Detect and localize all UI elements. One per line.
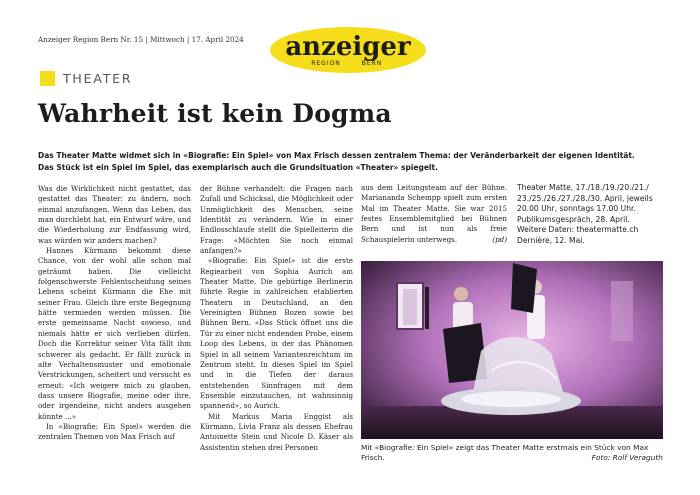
stage-photo [361,261,663,439]
publication-line: Anzeiger Region Bern Nr. 15 | Mittwoch | 17. April 2024 [38,35,244,44]
paragraph: In «Biografie: Ein Spiel» werden die zentralen Themen von Max Frisch auf [38,421,191,442]
author-signature: (pd) [492,234,507,244]
info-line: 20.00 Uhr, sonntags 17.00 Uhr. [517,204,636,214]
article-lead [38,150,668,174]
anzeiger-logo [268,25,428,75]
logo-word: anzeiger [285,32,411,62]
paragraph: der Bühne verhandelt: die Fragen nach Zufall und Schicksal, die Möglichkeit oder Unmöglichkeit des Menschen, seine Identität zu verändern. Wie in einer Endlosschlaufe stellt die Spielleiterin die Frage: «Möchten Sie noch einmal anfangen?» [200,184,353,256]
photo-caption [361,443,663,464]
article-column-1 [38,184,191,443]
paragraph: Was die Wirklichkeit nicht gestattet, das gestattet das Theater: zu ändern, noch einmal anzufangen. Wenn das Leben, das man durchlebt hat, ein Entwurf wäre, und die Wiederholung zur Endfassung wird, was würden wir anders machen? [38,184,191,245]
photo-credit: Foto: Rolf Veraguth [591,453,663,463]
lead-line-1: Das Theater Matte widmet sich in «Biografie: Ein Spiel» von Max Frisch dessen zentralem Thema: der Veränderbarkeit der eigenen Identität. [38,151,635,160]
article-column-2 [200,184,353,453]
article-title: Wahrheit ist kein Dogma [38,99,392,128]
info-line: Theater Matte, 17./18./19./20./21./ [517,183,649,192]
lead-line-2: Das Stück ist ein Spiel im Spiel, das exemplarisch auch die Grundsituation «Theater» spiegelt. [38,163,438,172]
paragraph: «Biografie: Ein Spiel» ist die erste Regiearbeit von Sophia Aurich am Theater Matte. Die gebürtige Berlinerin führte Regie in zahlreichen etablierten Theatern in Deutschland, an den Vereinigten Bühnen Bozen sowie bei Bühnen Bern. «Das Stück öffnet uns die Tür zu einer nicht endenden Probe, einem Loop des Lebens, in der das Phänomen Spiel in all seinem Variantenreichtum im Zentrum steht. In dieses Spiel im Spiel und in die Tiefen der daraus entstehenden Sinnfragen mit dem Ensemble einzutauchen, ist wahnsinnig spannend», so Aurich. [200,256,353,411]
section-marker [40,71,55,86]
info-line: Dernière, 12. Mai. [517,235,585,245]
section-label [40,69,132,87]
info-line: 23./25./26./27./28./30. April, jeweils [517,193,653,203]
section-title: THEATER [63,70,133,86]
caption-text: Mit «Biografie: Ein Spiel» zeigt das Theater Matte erstmals ein Stück von Max Frisch. [361,443,649,463]
paragraph: Mit Markus Maria Enggist als Kürmann, Livia Franz als dessen Ehefrau Antoinette Stein und Nicole D. Käser als Assistentin stehen drei Personen [200,411,353,452]
performance-info [517,183,687,247]
article-column-3 [361,183,507,245]
paragraph: aus dem Leitungsteam auf der Bühne. Mariananda Schempp spielt zum ersten Mal im Theater Matte. Sie war 2015 festes Ensemblemitglied bei Bühnen Bern und ist nun als freie Schauspielerin unterwegs. (pd) [361,183,507,244]
paragraph: Hannes Kürmann bekommt diese Chance, von der wohl alle schon mal geträumt haben. Die vielleicht folgenschwerste Fehlentscheidung seines Lebens scheint Kürmann die Ehe mit seiner Frau. Gleich ihre erste Begegnung hätte vermieden werden müssen. Die erste gemeinsame Nacht sowieso, und niemals hätte er sich verlieben dürfen. Doch die Korrektur seiner Vita fällt ihm schwerer als gedacht. Er fällt zurück in alte Verhaltensmuster und emotionale Verstrickungen, scheitert und versucht es erneut: «Ich weigere mich zu glauben, dass unsere Biografie, meine oder ihre, oder irgendeine, nicht anders ausgehen könnte ...» [38,246,191,421]
logo-sub-right: BERN [361,60,383,67]
info-line: Weitere Daten: theatermatte.ch [517,225,639,235]
logo-sub-left: REGION [311,60,341,67]
info-line: Publikumsgespräch, 28. April. [517,214,630,224]
